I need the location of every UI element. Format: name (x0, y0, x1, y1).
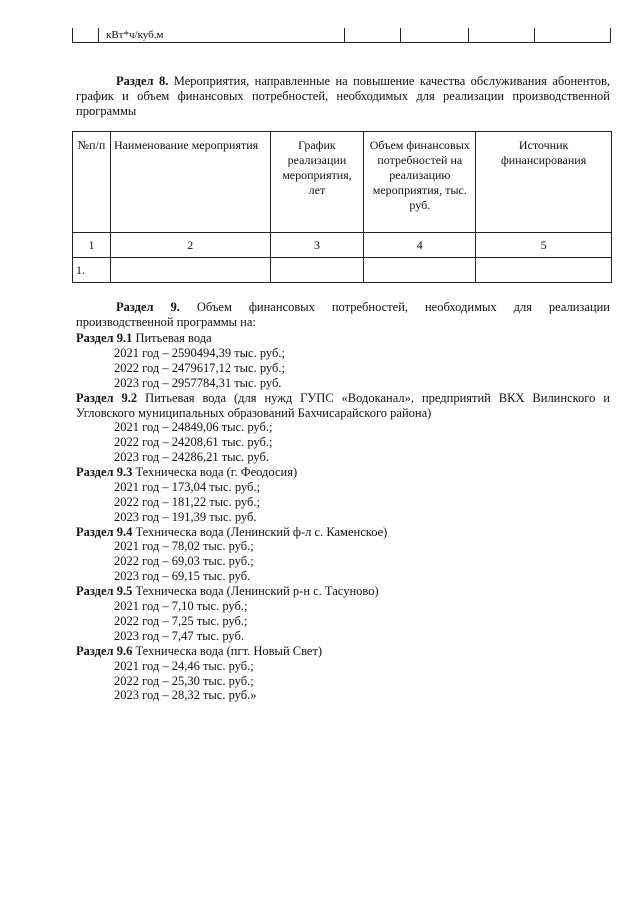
table-cell (364, 258, 476, 283)
section-9-text: Объем финансовых потребностей, необходимых для реализации производственной программы на: (76, 300, 610, 329)
table-divider (400, 28, 401, 42)
column-number-1: 1 (73, 233, 111, 258)
section-8-heading (76, 74, 610, 119)
list-item: 2022 год – 25,30 тыс. руб.; (114, 673, 254, 688)
table-row (73, 258, 612, 283)
header-measure-name: Наименование мероприятия (110, 132, 270, 233)
table-cell (270, 258, 364, 283)
table-cell (110, 258, 270, 283)
subsection-9-6-title: Раздел 9.6 Техническа вода (пгт. Новый Свет) (76, 643, 323, 658)
header-financing-volume: Объем финансовых потребностей на реализацию мероприятия, тыс. руб. (364, 132, 476, 233)
column-number-3: 3 (270, 233, 364, 258)
list-item: 2022 год – 181,22 тыс. руб.; (114, 494, 260, 509)
list-item: 2023 год – 191,39 тыс. руб. (114, 509, 257, 524)
list-item: 2021 год – 7,10 тыс. руб.; (114, 599, 248, 614)
unit-cell: кВт*ч/куб.м (106, 29, 164, 41)
list-item: 2023 год – 24286,21 тыс. руб. (114, 450, 270, 465)
section-9-subsections (76, 331, 610, 703)
list-item: 2023 год – 28,32 тыс. руб.» (114, 688, 257, 703)
header-financing-source: Источник финансирования (476, 132, 612, 233)
table-divider (72, 28, 73, 42)
section-8-text: Мероприятия, направленные на повышение качества обслуживания абонентов, график и объем финансовых потребностей, необходимых для реализации производственной программы (76, 74, 610, 118)
list-item: 2021 год – 78,02 тыс. руб.; (114, 539, 254, 554)
table-cell: 1. (73, 258, 111, 283)
list-item: 2022 год – 69,03 тыс. руб.; (114, 554, 254, 569)
table-row (73, 233, 612, 258)
header-schedule: График реализации мероприятия, лет (270, 132, 364, 233)
column-number-2: 2 (110, 233, 270, 258)
section-8-table (72, 131, 612, 283)
table-cell (476, 258, 612, 283)
list-item: 2021 год – 173,04 тыс. руб.; (114, 479, 260, 494)
column-number-5: 5 (476, 233, 612, 258)
list-item: 2023 год – 7,47 тыс. руб. (114, 628, 245, 643)
header-number: №п/п (73, 132, 111, 233)
table-divider (344, 28, 345, 42)
list-item: 2021 год – 24849,06 тыс. руб.; (114, 420, 273, 435)
previous-table-stub (72, 28, 611, 43)
section-9-label: Раздел 9. (116, 300, 180, 314)
subsection-9-5-title: Раздел 9.5 Техническа вода (Ленинский р-н с. Тасуново) (76, 584, 379, 599)
list-item: 2023 год – 2957784,31 тыс. руб. (114, 375, 282, 390)
table-divider (468, 28, 469, 42)
list-item: 2021 год – 2590494,39 тыс. руб.; (114, 345, 285, 360)
list-item: 2021 год – 24,46 тыс. руб.; (114, 658, 254, 673)
table-divider (98, 28, 99, 42)
list-item: 2023 год – 69,15 тыс. руб. (114, 569, 251, 584)
section-8-label: Раздел 8. (116, 74, 169, 88)
column-number-4: 4 (364, 233, 476, 258)
list-item: 2022 год – 2479617,12 тыс. руб.; (114, 360, 285, 375)
table-header-row (73, 132, 612, 233)
list-item: 2022 год – 24208,61 тыс. руб.; (114, 435, 273, 450)
table-divider (610, 28, 611, 42)
subsection-9-4-title: Раздел 9.4 Техническа вода (Ленинский ф-л с. Каменское) (76, 524, 388, 539)
subsection-9-3-title: Раздел 9.3 Техническа вода (г. Феодосия) (76, 465, 298, 480)
subsection-9-1-title: Раздел 9.1 Питьевая вода (76, 331, 212, 345)
subsection-9-2-title: Раздел 9.2 Питьевая вода (для нужд ГУПС «Водоканал», предприятий ВКХ Вилинского и Угловского муниципальных образований Бахчисарайского района) (76, 390, 610, 420)
list-item: 2022 год – 7,25 тыс. руб.; (114, 613, 248, 628)
section-9-heading (76, 300, 610, 330)
table-divider (534, 28, 535, 42)
